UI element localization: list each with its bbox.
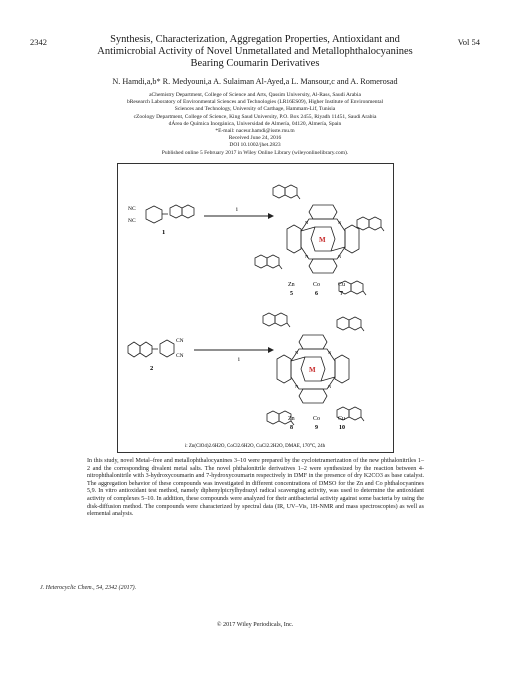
phthalonitrile-2-structure [128,340,174,357]
journal-citation: J. Heterocyclic Chem., 54, 2342 (2017). [40,585,137,591]
reagent-label: i [236,206,238,213]
nitrogen-label: N [328,384,332,389]
compound-number: 9 [315,425,318,431]
nitrogen-label: N [305,220,309,225]
received-date: Received June 24, 2016 [228,135,282,142]
title-line: Synthesis, Characterization, Aggregation Properties, Antioxidant and [110,34,400,45]
nitrile-label: CN [176,338,184,344]
affiliation-line: cZoology Department, College of Science, King Saud University, P.O. Box 2455, Riyadh 11451, Saudi Arabia [133,113,377,120]
arrowhead [268,213,274,219]
title-line: Bearing Coumarin Derivatives [190,58,320,69]
metal-label: Zn [288,282,295,288]
compound-2-label: 2 [150,365,154,372]
author-list: N. Hamdi,a,b* R. Medyouni,a A. Sulaiman Al-Ayed,a L. Mansour,c and A. Romerosad [112,77,398,86]
paper-title [90,34,420,70]
nitrile-label: NC [128,206,136,212]
nitrogen-label: N [295,350,299,355]
nitrogen-label: N [305,254,309,259]
compound-1-label: 1 [162,229,166,236]
affiliations [60,92,450,157]
email-line: *E-mail: naceur.hamdi@isste.rnu.tn [215,128,295,135]
reaction-scheme [117,163,394,453]
compound-number: 5 [290,291,293,297]
phthalonitrile-1-structure [146,205,194,223]
affiliation-line: Sciences and Technology, University of Carthage, Hammam-Lif, Tunisia [174,106,336,113]
metal-label: Co [313,416,321,422]
metal-label: Cu [338,282,346,288]
metal-center-label: M [319,236,326,244]
nitrile-label: CN [176,353,184,359]
reagent-label: i [238,356,240,363]
scheme-drawing [118,164,393,452]
compound-number: 6 [315,291,318,297]
page-number: 2342 [30,37,47,47]
affiliation-line: aChemistry Department, College of Science and Arts, Qassim University, Al-Rass, Saudi Arabia [149,92,361,98]
nitrogen-label: N [338,254,342,259]
reaction-conditions: i: Zn(ClO4)2.6H2O, CoCl2.6H2O, CuCl2.2H2O, DMAE, 170°C, 24h [184,444,326,449]
copyright-notice: © 2017 Wiley Periodicals, Inc. [216,621,294,628]
compound-number: 7 [340,291,343,297]
volume-label: Vol 54 [457,37,480,47]
title-line: Antimicrobial Activity of Novel Unmetallated and Metallophthalocyanines [97,46,413,57]
compound-number: 10 [339,425,345,431]
metal-center-label: M [309,366,316,374]
nitrogen-label: N [328,350,332,355]
doi: DOI 10.1002/jhet.2823 [229,142,281,149]
nitrile-label: NC [128,218,136,224]
nitrogen-label: N [295,384,299,389]
published-online: Published online 5 February 2017 in Wiley Online Library (wileyonlinelibrary.com). [161,149,349,156]
metal-label: Cu [338,416,346,422]
nitrogen-label: N [338,220,342,225]
metal-label: Co [313,282,321,288]
compound-number: 8 [290,425,293,431]
affiliation-line: dÁrea de Química Inorgánica, Universidad de Almería, 04120, Almería, Spain [168,120,342,127]
metal-label: Zn [288,416,295,422]
affiliation-line: bResearch Laboratory of Environmental Sciences and Technologies (LR16ES09), Higher Institute of Environmental [126,99,384,106]
arrowhead [268,347,274,353]
abstract-text: In this study, novel Metal–free and metallophthalocyanines 3–10 were prepared by the cyclotetramerization of the new phthalonitriles 1–2 and the corresponding divalent metal salts. The novel phthalonitrile derivatives 1–2 were synthesized by the reaction between 4-nitrophthalonitrile with 3-hydroxycoumarin and 7-hydroxycoumarin respectively in DMF in the presence of dry K2CO3 as base catalyst. The aggregation behavior of these compounds was investigated in different concentrations of DMSO for the Zn and Co phthalocyanines 5,9. In vitro antioxidant test method, namely diphenylpicrylhydrazyl radical scavenging activity, was used to determine the antioxidant activity of complexes 5–10. In addition, these compounds were analyzed for their antibacterial activity against some bacteria by using the disk-diffusion method. The compounds were characterized by spectral data (IR, UV–Vis, 1H-NMR and mass spectroscopies) as well as elemental analysis. [87,458,424,518]
